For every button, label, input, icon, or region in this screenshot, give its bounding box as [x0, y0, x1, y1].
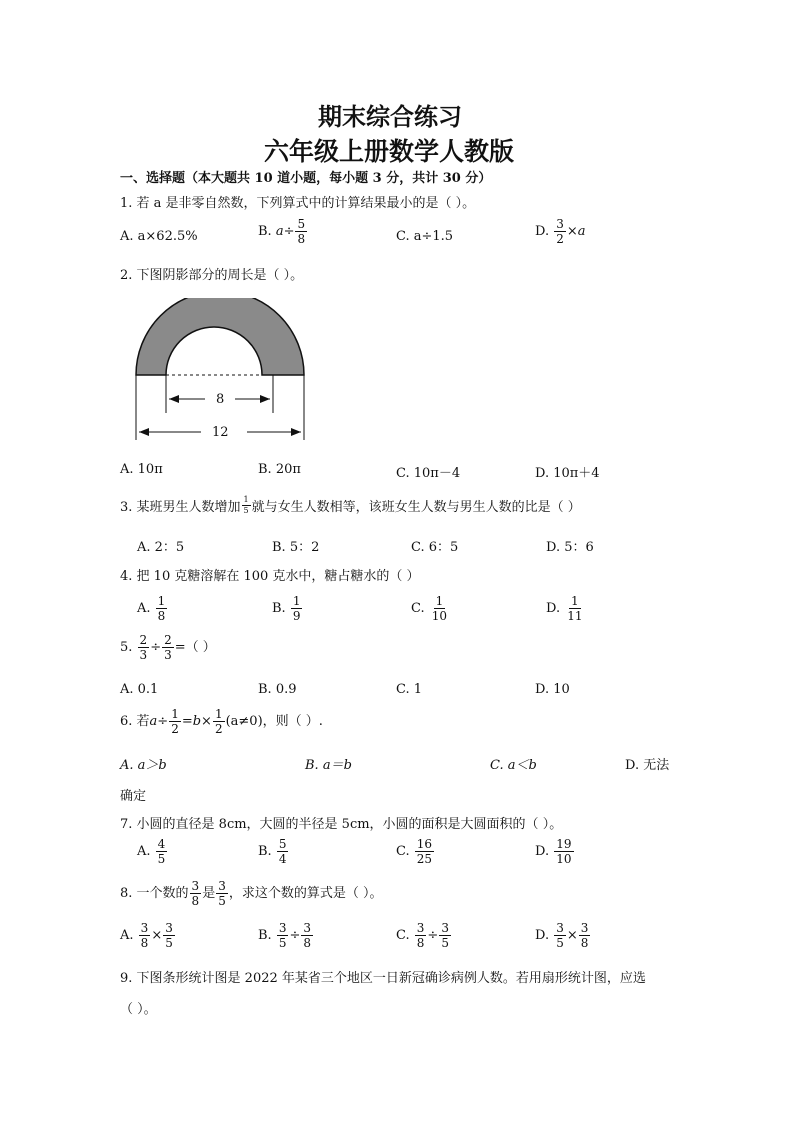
q7-option-c: C. $\frac{16}{25}$ — [396, 837, 433, 866]
q8-option-d: D. $\frac{3}{5}$ × $\frac{3}{8}$ — [535, 921, 589, 950]
q5-option-b: B. 0.9 — [258, 682, 297, 697]
question-6: 6. 若a÷ $\frac{1}{2}$ =b× $\frac{1}{2}$ (a≠0)，则（ ）. — [120, 707, 323, 736]
q4-option-b: B. $\frac{1}{9}$ — [272, 594, 301, 623]
q1-option-c: C. a÷1.5 — [396, 229, 454, 244]
q3-option-a: A. 2：5 — [137, 540, 185, 555]
question-5: 5. $\frac{2}{3}$ ÷ $\frac{2}{3}$ =（ ） — [120, 633, 216, 662]
q5-option-c: C. 1 — [396, 682, 423, 697]
page-title: 期末综合练习 — [318, 102, 462, 131]
q6-option-c: C. a＜b — [490, 758, 537, 773]
inner-diameter-label: 8 — [216, 392, 225, 407]
question-9-blank: （ ）。 — [120, 1002, 157, 1017]
q2-option-b: B. 20π — [258, 462, 301, 477]
q1-option-d: D. $\frac{3}{2}$ ×a — [535, 217, 586, 246]
q7-option-d: D. $\frac{19}{10}$ — [535, 837, 572, 866]
q8-option-a: A. $\frac{3}{8}$ × $\frac{3}{5}$ — [120, 921, 173, 950]
question-7: 7. 小圆的直径是 8cm，大圆的半径是 5cm，小圆的面积是大圆面积的（ ）。 — [120, 817, 563, 832]
page-subtitle: 六年级上册数学人教版 — [264, 137, 515, 166]
question-2: 2. 下图阴影部分的周长是（ ）。 — [120, 268, 304, 283]
q6-option-d: D. 无法 — [625, 758, 670, 773]
q3-option-d: D. 5：6 — [546, 540, 594, 555]
q4-option-d: D. $\frac{1}{11}$ — [546, 594, 583, 623]
section-heading: 一、选择题（本大题共 10 道小题，每小题 3 分，共计 30 分） — [120, 171, 492, 186]
q1-option-a: A. a×62.5% — [120, 229, 198, 244]
q2-option-a: A. 10π — [120, 462, 163, 477]
question-3: 3. 某班男生人数增加 $\frac{1}{5}$ 就与女生人数相等，该班女生人数与男生人数的比是（ ） — [120, 495, 581, 515]
question-8: 8. 一个数的 $\frac{3}{8}$ 是 $\frac{3}{5}$ ，求这个数的算式是（ ）。 — [120, 879, 383, 908]
q4-option-a: A. $\frac{1}{8}$ — [137, 594, 166, 623]
q6-option-b: B. a＝b — [305, 758, 352, 773]
q6-option-d-wrap: 确定 — [120, 789, 147, 804]
q2-option-c: C. 10π－4 — [396, 466, 461, 481]
q7-option-b: B. $\frac{5}{4}$ — [258, 837, 287, 866]
q2-option-d: D. 10π＋4 — [535, 466, 600, 481]
q4-option-c: C. $\frac{1}{10}$ — [411, 594, 448, 623]
q5-option-a: A. 0.1 — [120, 682, 159, 697]
q5-option-d: D. 10 — [535, 682, 570, 697]
q6-option-a: A. a＞b — [120, 758, 167, 773]
question-4: 4. 把 10 克糖溶解在 100 克水中，糖占糖水的（ ） — [120, 569, 420, 584]
q8-option-c: C. $\frac{3}{8}$ ÷ $\frac{3}{5}$ — [396, 921, 449, 950]
question-1: 1. 若 a 是非零自然数，下列算式中的计算结果最小的是（ ）。 — [120, 196, 476, 211]
outer-diameter-label: 12 — [212, 425, 229, 440]
q1-option-b: B. a÷ $\frac{5}{8}$ — [258, 217, 306, 246]
shaded-ring — [136, 298, 304, 375]
q8-option-b: B. $\frac{3}{5}$ ÷ $\frac{3}{8}$ — [258, 921, 312, 950]
question-9: 9. 下图条形统计图是 2022 年某省三个地区一日新冠确诊病例人数。若用扇形统计图，应选 — [120, 971, 646, 986]
q7-option-a: A. $\frac{4}{5}$ — [137, 837, 166, 866]
q3-option-b: B. 5：2 — [272, 540, 320, 555]
q3-option-c: C. 6：5 — [411, 540, 459, 555]
